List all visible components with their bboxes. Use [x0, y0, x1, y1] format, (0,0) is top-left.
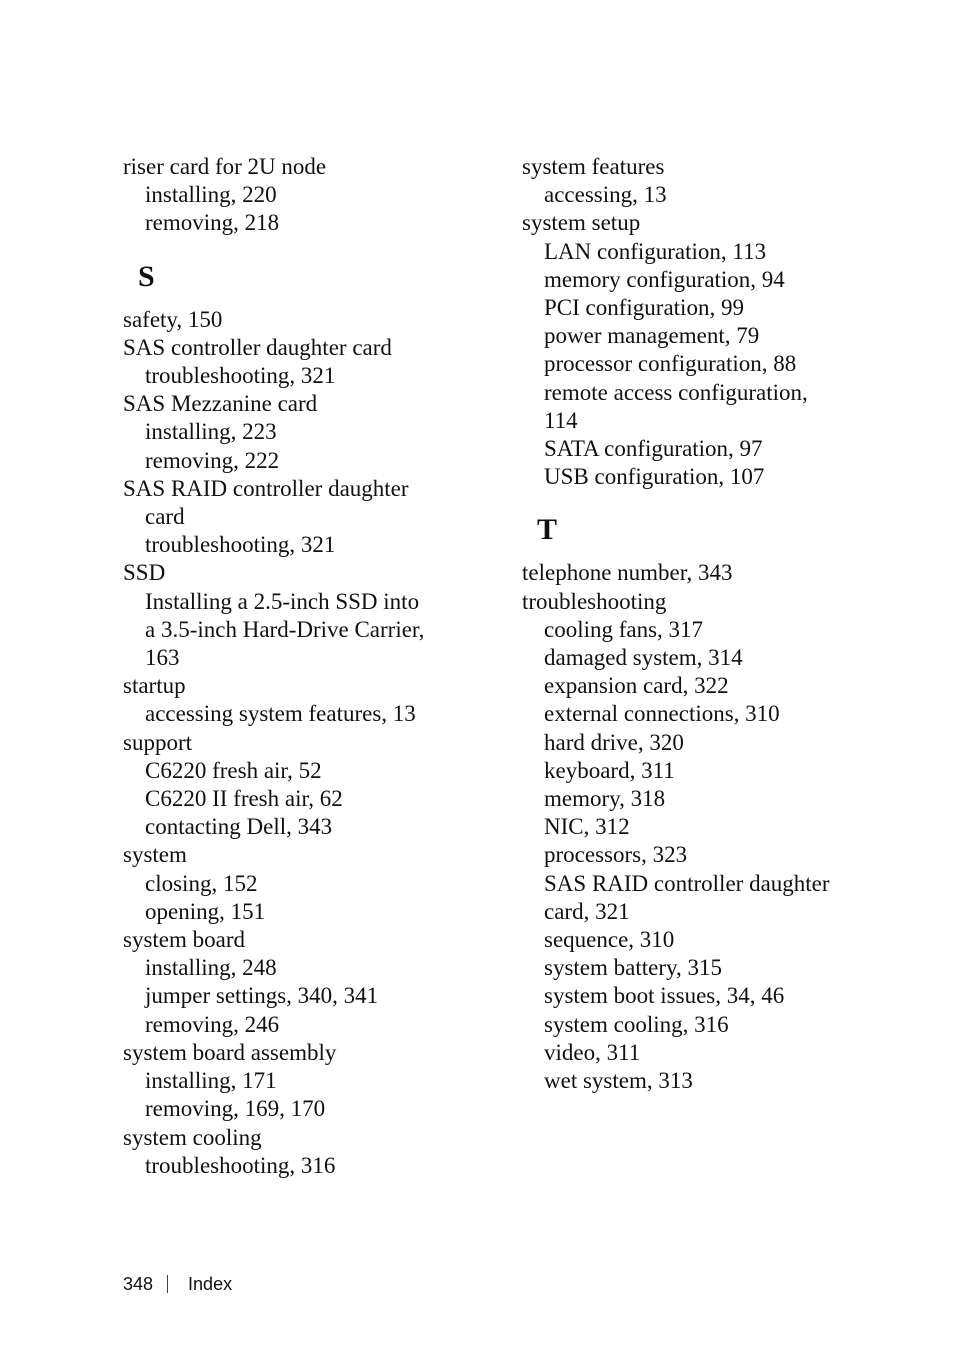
index-entry: troubleshooting [522, 588, 667, 614]
index-subentry: memory, 318 [544, 786, 666, 812]
index-subentry: power management, 79 [544, 323, 760, 349]
index-entry: SAS RAID controller daughter [123, 475, 409, 501]
index-subentry: hard drive, 320 [544, 729, 684, 755]
page-number: 348 [123, 1274, 154, 1294]
page-footer [123, 1272, 232, 1296]
index-subentry: removing, 246 [145, 1011, 280, 1037]
index-subentry: installing, 171 [145, 1068, 277, 1094]
index-entry: support [123, 729, 192, 755]
index-subentry: processor configuration, 88 [544, 351, 797, 377]
footer-section-label: Index [188, 1274, 233, 1294]
index-subentry: cooling fans, 317 [544, 616, 704, 642]
index-subentry: keyboard, 311 [544, 757, 675, 783]
index-subentry: a 3.5-inch Hard-Drive Carrier, [145, 616, 425, 642]
index-subentry: Installing a 2.5-inch SSD into [145, 588, 420, 614]
index-subentry: external connections, 310 [544, 701, 780, 727]
index-entry: SAS controller daughter card [123, 334, 392, 360]
index-subentry: SAS RAID controller daughter [544, 870, 830, 896]
index-subentry: installing, 248 [145, 955, 277, 981]
index-subentry: PCI configuration, 99 [544, 295, 744, 321]
index-subentry: processors, 323 [544, 842, 688, 868]
index-subentry: accessing system features, 13 [145, 701, 416, 727]
index-subentry: removing, 222 [145, 447, 280, 473]
index-subentry: C6220 II fresh air, 62 [145, 786, 343, 812]
index-entry: startup [123, 673, 186, 699]
footer-separator [167, 1275, 168, 1293]
index-subentry: C6220 fresh air, 52 [145, 757, 322, 783]
index-subentry: card, 321 [544, 898, 630, 924]
index-column-right [522, 153, 852, 1095]
index-subentry: SATA configuration, 97 [544, 436, 763, 462]
index-subentry: opening, 151 [145, 898, 266, 924]
index-subentry: LAN configuration, 113 [544, 238, 767, 264]
index-entry: system board [123, 927, 246, 953]
index-subentry: expansion card, 322 [544, 673, 729, 699]
index-subentry: wet system, 313 [544, 1068, 693, 1094]
index-subentry: installing, 223 [145, 419, 277, 445]
index-letter-heading: S [138, 259, 155, 293]
index-subentry: system cooling, 316 [544, 1011, 729, 1037]
index-subentry: video, 311 [544, 1039, 641, 1065]
index-subentry: remote access configuration, [544, 379, 808, 405]
index-subentry: removing, 169, 170 [145, 1096, 326, 1122]
index-subentry: 163 [145, 645, 180, 671]
index-subentry: installing, 220 [145, 182, 277, 208]
index-entry: system board assembly [123, 1039, 337, 1065]
index-subentry: NIC, 312 [544, 814, 630, 840]
index-entry: system features [522, 154, 665, 179]
index-subentry: troubleshooting, 321 [145, 532, 336, 558]
index-subentry: USB configuration, 107 [544, 464, 765, 490]
index-subentry: 114 [544, 407, 578, 433]
index-entry: system setup [522, 210, 641, 236]
index-entry: SSD [123, 560, 166, 586]
index-subentry: troubleshooting, 316 [145, 1152, 336, 1178]
index-entry: SAS Mezzanine card [123, 391, 318, 417]
index-entry: telephone number, 343 [522, 560, 733, 586]
index-entry: system cooling [123, 1124, 262, 1150]
index-entry: system [123, 842, 187, 868]
index-letter-heading: T [537, 513, 558, 547]
index-subentry: removing, 218 [145, 210, 280, 236]
index-subentry: system battery, 315 [544, 955, 723, 981]
index-subentry: troubleshooting, 321 [145, 363, 336, 389]
index-entry: safety, 150 [123, 306, 223, 332]
index-entry: riser card for 2U node [123, 154, 327, 179]
index-subentry: contacting Dell, 343 [145, 814, 333, 840]
index-subentry: memory configuration, 94 [544, 266, 785, 292]
index-subentry: accessing, 13 [544, 182, 667, 208]
index-subentry: damaged system, 314 [544, 645, 743, 671]
index-subentry: jumper settings, 340, 341 [145, 983, 379, 1009]
index-subentry: system boot issues, 34, 46 [544, 983, 785, 1009]
index-subentry: closing, 152 [145, 870, 258, 896]
index-subentry: sequence, 310 [544, 927, 675, 953]
index-column-left [123, 153, 453, 1180]
index-subentry: card [145, 504, 185, 530]
